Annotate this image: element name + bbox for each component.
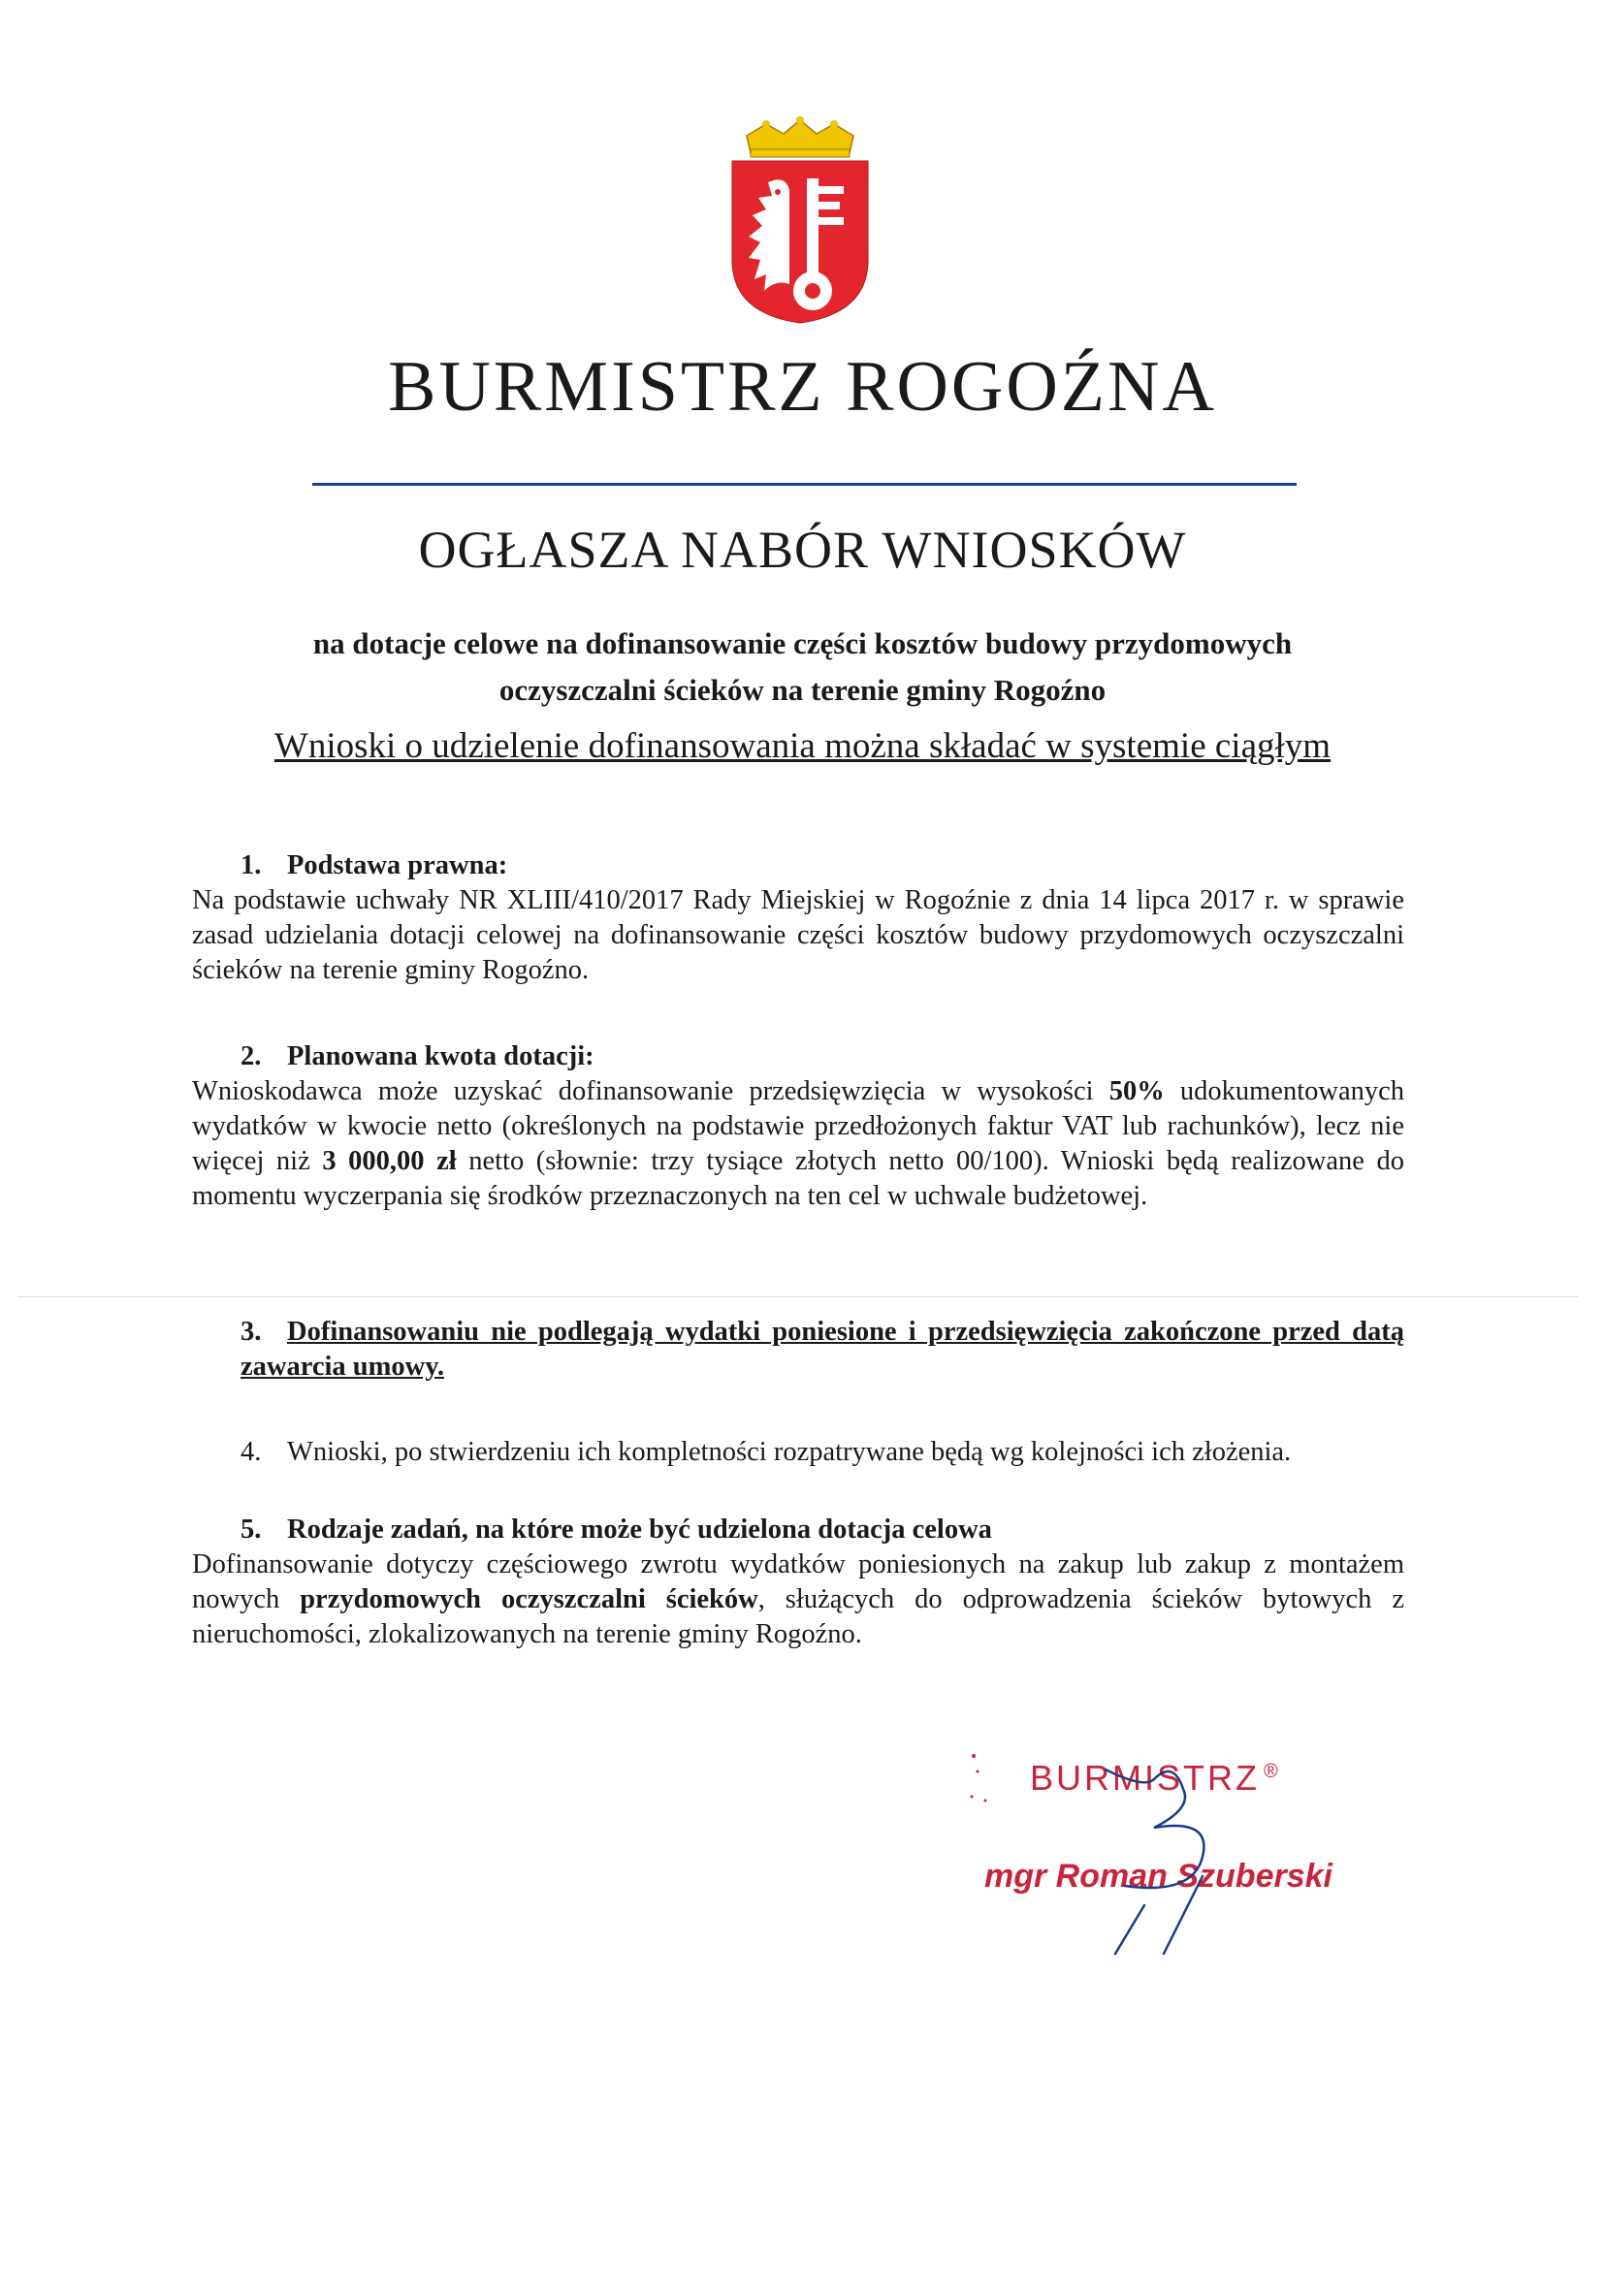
section-heading bbox=[192, 1435, 1404, 1470]
section-number: 1. bbox=[241, 850, 262, 880]
section-number: 2. bbox=[241, 1041, 262, 1071]
section-heading bbox=[192, 848, 1404, 883]
crown-icon bbox=[747, 116, 853, 157]
page-title: BURMISTRZ ROGOŹNA bbox=[388, 347, 1217, 427]
section-body bbox=[192, 1315, 1404, 1385]
subsidy-amount: 3 000,00 zł bbox=[322, 1146, 457, 1176]
lead-line-2: oczyszczalni ścieków na terenie gminy Rogoźno bbox=[498, 673, 1107, 707]
section-number: 5. bbox=[241, 1515, 262, 1545]
section-title: Rodzaje zadań, na które może być udzielona dotacja celowa bbox=[287, 1515, 992, 1545]
signature-title-text: BURMISTRZ bbox=[1030, 1758, 1260, 1798]
coat-of-arms-crest bbox=[727, 114, 873, 328]
submission-notice: Wnioski o udzielenie dofinansowania można składać w systemie ciągłym bbox=[273, 726, 1332, 766]
section-title: Wnioski, po stwierdzeniu ich kompletności rozpatrywane będą wg kolejności ich złożenia. bbox=[287, 1437, 1292, 1467]
title-divider bbox=[312, 483, 1297, 486]
signatory-name: mgr Roman Szuberski bbox=[984, 1858, 1332, 1895]
body-text: Wnioskodawca może uzyskać dofinansowanie przedsięwzięcia w wysokości bbox=[192, 1076, 1109, 1106]
section-task-types bbox=[192, 1513, 1404, 1652]
section-body bbox=[192, 1547, 1404, 1652]
section-title: Planowana kwota dotacji: bbox=[287, 1041, 594, 1071]
page-subtitle: OGŁASZA NABÓR WNIOSKÓW bbox=[418, 521, 1187, 579]
handwritten-signature bbox=[1086, 1750, 1280, 1963]
subsidy-percent: 50% bbox=[1108, 1076, 1165, 1106]
section-body: Na podstawie uchwały NR XLIII/410/2017 Rady Miejskiej w Rogoźnie z dnia 14 lipca 2017 r. w sprawie zasad udzielania dotacji celowej na dofinansowanie części kosztów budowy przydomowych oczyszczalni ścieków na terenie gminy Rogoźno. bbox=[192, 885, 1404, 985]
body-text: Dofinansowanie dotyczy częściowego zwrotu wydatków poniesionych na zakup lub zakup z montażem nowych bbox=[192, 1549, 1404, 1614]
section-legal-basis bbox=[192, 848, 1404, 988]
body-text: udokumentowanych wydatków w kwocie netto (określonych na podstawie przedłożonych faktur VAT lub rachunków), lecz nie więcej niż bbox=[192, 1076, 1404, 1176]
registered-mark: ® bbox=[1264, 1761, 1281, 1782]
section-title: Dofinansowaniu nie podlegają wydatki poniesione i przedsięwzięcia zakończone przed datą zawarcia umowy. bbox=[241, 1317, 1404, 1382]
body-text: , służących do odprowadzenia ścieków bytowych z nieruchomości, zlokalizowanych na terenie gminy Rogoźno. bbox=[192, 1584, 1405, 1649]
section-heading bbox=[192, 1039, 1404, 1074]
section-heading bbox=[192, 1513, 1404, 1547]
section-body bbox=[192, 1074, 1404, 1214]
section-title: Podstawa prawna: bbox=[287, 850, 508, 880]
stamp-dots bbox=[966, 1750, 995, 1808]
lead-line-1: na dotacje celowe na dofinansowanie części kosztów budowy przydomowych bbox=[312, 626, 1293, 660]
scan-artifact-line bbox=[17, 1296, 1579, 1297]
body-text: netto (słownie: trzy tysiące złotych netto 00/100). Wnioski będą realizowane do momentu wyczerpania się środków przeznaczonych na ten cel w uchwale budżetowej. bbox=[192, 1146, 1404, 1211]
lead-text bbox=[0, 621, 1605, 714]
section-number: 4. bbox=[241, 1437, 262, 1467]
section-planned-amount bbox=[192, 1039, 1404, 1214]
section-number: 3. bbox=[241, 1317, 262, 1347]
section-exclusions bbox=[192, 1315, 1404, 1385]
body-bold-text: przydomowych oczyszczalni ścieków bbox=[300, 1584, 758, 1614]
section-order bbox=[192, 1435, 1404, 1470]
